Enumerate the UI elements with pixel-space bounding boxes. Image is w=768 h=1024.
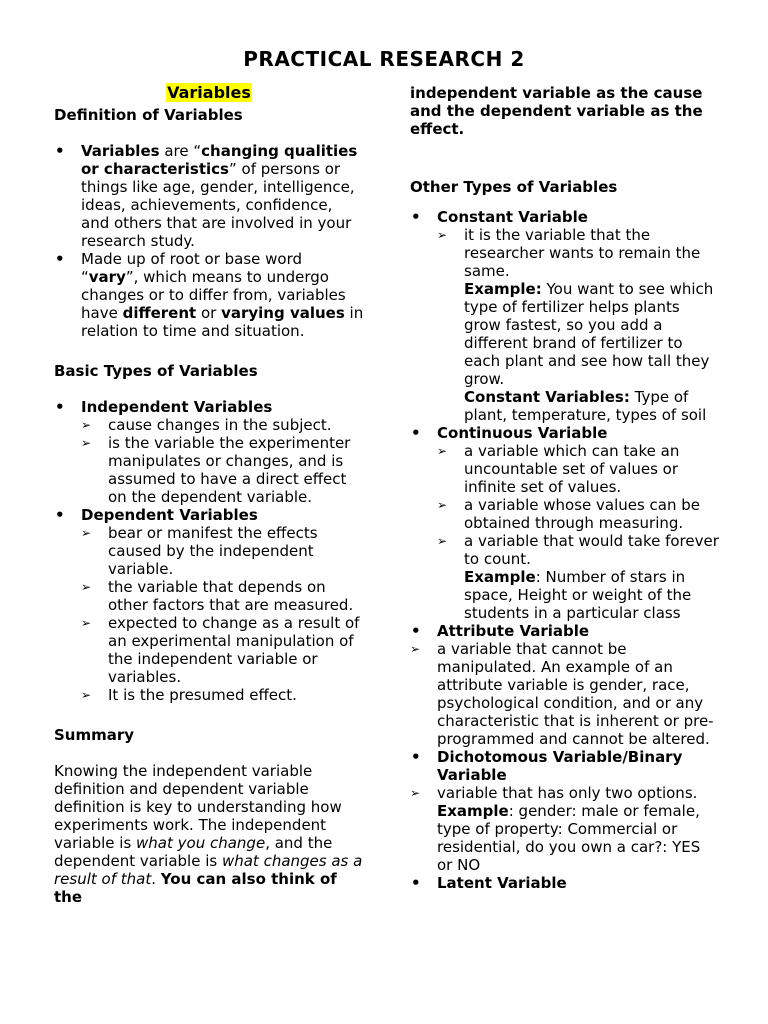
attribute-points — [410, 640, 720, 748]
def-text: in relation to time and situation. — [81, 304, 364, 340]
constant-label: Constant Variable — [437, 208, 588, 226]
constant-variable-item — [410, 208, 720, 424]
basic-types-heading: Basic Types of Variables — [54, 362, 258, 380]
def-emphasis: vary — [88, 268, 126, 286]
list-item: ➢ is the variable the experimenter manipulates or changes, and is assumed to have a direct effect on the dependent variable. — [81, 434, 364, 506]
definition-item — [54, 250, 364, 340]
example-text: : gender: male or female, type of property: Commercial or residential, do you own a car?: YES or NO — [437, 802, 701, 874]
summary-text: Knowing the independent variable definition and dependent variable definition is key to understanding how experiments work. The independent variable is — [54, 762, 342, 852]
constant-point: it is the variable that the researcher wants to remain the same. — [464, 226, 701, 280]
list-item: ➢ a variable that cannot be manipulated. An example of an attribute variable is gender, race, psychological condition, and or any characteristic that is inherent or pre-programmed and cannot be altered. — [410, 640, 720, 748]
left-column — [54, 84, 364, 906]
list-item — [437, 226, 720, 424]
summary-italic: what changes as a result of that — [54, 852, 363, 888]
definition-item — [54, 142, 364, 250]
def-text: or — [196, 304, 222, 322]
summary-text: , and the dependent variable is — [54, 834, 333, 870]
section-title: Variables — [167, 83, 251, 102]
dichotomous-label: Dichotomous Variable/Binary Variable — [437, 748, 683, 784]
list-item: ➢ bear or manifest the effects caused by the independent variable. — [81, 524, 364, 578]
def-text: Made up of root or base word “ — [81, 250, 303, 286]
dichotomous-list — [410, 748, 720, 784]
other-types-list — [410, 208, 720, 640]
attribute-variable-item — [410, 622, 720, 640]
attribute-label: Attribute Variable — [437, 622, 590, 640]
constant-variables-label: Constant Variables: — [464, 388, 630, 406]
continuous-points — [437, 442, 720, 622]
constant-variables-text: Type of plant, temperature, types of soil — [464, 388, 707, 424]
dependent-label: Dependent Variables — [81, 506, 258, 524]
definition-list — [54, 142, 364, 340]
dependent-variables-item — [54, 506, 364, 704]
independent-points — [81, 416, 364, 506]
summary-heading: Summary — [54, 726, 135, 744]
list-item: ➢ the variable that depends on other factors that are measured. — [81, 578, 364, 614]
list-item — [437, 532, 720, 622]
list-item: ➢ a variable which can take an uncountable set of values or infinite set of values. — [437, 442, 720, 496]
basic-types-list — [54, 398, 364, 704]
def-emphasis: varying values — [221, 304, 345, 322]
other-types-heading: Other Types of Variables — [410, 178, 618, 196]
summary-text: . — [151, 870, 161, 888]
list-item — [410, 784, 720, 874]
list-item: ➢ It is the presumed effect. — [81, 686, 364, 704]
dichotomous-points — [410, 784, 720, 874]
example-label: Example: — [464, 280, 542, 298]
independent-variables-item — [54, 398, 364, 506]
list-item: ➢ cause changes in the subject. — [81, 416, 364, 434]
example-text: : Number of stars in space, Height or weight of the students in a particular class — [464, 568, 692, 622]
definition-heading: Definition of Variables — [54, 106, 243, 124]
list-item: ➢ expected to change as a result of an experimental manipulation of the independent variable or variables. — [81, 614, 364, 686]
example-text: You want to see which type of fertilizer helps plants grow fastest, so you add a different brand of fertilizer to each plant and see how tall they grow. — [464, 280, 714, 388]
def-text: are “ — [159, 142, 202, 160]
example-label: Example — [437, 802, 509, 820]
list-item: ➢ a variable whose values can be obtained through measuring. — [437, 496, 720, 532]
summary-bold: You can also think of the — [54, 870, 337, 906]
def-text: ” of persons or things like age, gender, intelligence, ideas, achievements, confidence, and others that are involved in your research study. — [81, 160, 355, 250]
right-column — [410, 84, 720, 892]
summary-continuation: independent variable as the cause and the dependent variable as the effect. — [410, 84, 703, 138]
latent-variable-item — [410, 874, 720, 892]
continuous-label: Continuous Variable — [437, 424, 608, 442]
section-title-wrap — [54, 84, 364, 102]
dependent-points — [81, 524, 364, 704]
latent-label: Latent Variable — [437, 874, 567, 892]
def-emphasis: changing qualities or characteristics — [81, 142, 358, 178]
continuous-point: a variable that would take forever to count. — [464, 532, 719, 568]
summary-italic: what you change — [136, 834, 266, 852]
dichotomous-point: variable that has only two options. — [437, 784, 698, 802]
independent-label: Independent Variables — [81, 398, 273, 416]
def-text: ”, which means to undergo changes or to differ from, variables have — [81, 268, 346, 322]
latent-list — [410, 874, 720, 892]
summary-paragraph — [54, 762, 364, 906]
dichotomous-variable-item — [410, 748, 720, 784]
def-term: Variables — [81, 142, 160, 160]
continuous-variable-item — [410, 424, 720, 622]
constant-points — [437, 226, 720, 424]
page-title: PRACTICAL RESEARCH 2 — [243, 47, 525, 71]
def-emphasis: different — [122, 304, 197, 322]
example-label: Example — [464, 568, 536, 586]
